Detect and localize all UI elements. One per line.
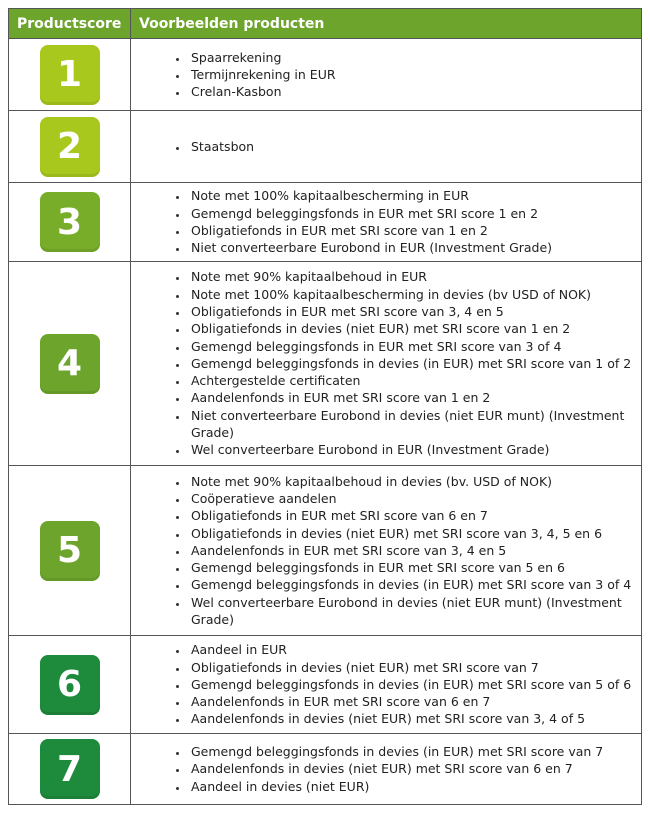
product-list xyxy=(131,49,635,101)
score-cell xyxy=(9,39,131,111)
product-list xyxy=(131,187,635,256)
list-item: • Note met 100% kapitaalbescherming in EUR xyxy=(189,187,635,204)
list-item: • Gemengd beleggingsfonds in devies (in EUR) met SRI score van 5 of 6 xyxy=(189,676,635,693)
product-list xyxy=(131,641,635,727)
score-cell xyxy=(9,636,131,734)
list-item: • Gemengd beleggingsfonds in devies (in EUR) met SRI score van 1 of 2 xyxy=(189,355,635,372)
score-badge: 7 xyxy=(40,739,100,799)
examples-cell xyxy=(131,636,642,734)
product-list xyxy=(131,268,635,458)
list-item: • Obligatiefonds in devies (niet EUR) met SRI score van 7 xyxy=(189,659,635,676)
score-cell xyxy=(9,183,131,262)
table-row xyxy=(9,636,642,734)
score-cell xyxy=(9,262,131,466)
score-badge: 4 xyxy=(40,334,100,394)
list-item: • Obligatiefonds in EUR met SRI score van 1 en 2 xyxy=(189,222,635,239)
examples-cell xyxy=(131,262,642,466)
list-item: • Gemengd beleggingsfonds in EUR met SRI score 1 en 2 xyxy=(189,205,635,222)
header-voorbeelden-producten: Voorbeelden producten xyxy=(131,9,642,39)
list-item: • Aandeel in devies (niet EUR) xyxy=(189,778,635,795)
examples-cell xyxy=(131,734,642,805)
list-item: • Aandeel in EUR xyxy=(189,641,635,658)
header-productscore: Productscore xyxy=(9,9,131,39)
product-list xyxy=(131,138,635,155)
examples-cell xyxy=(131,39,642,111)
list-item: • Note met 90% kapitaalbehoud in EUR xyxy=(189,268,635,285)
list-item: • Note met 90% kapitaalbehoud in devies (bv. USD of NOK) xyxy=(189,473,635,490)
list-item: • Niet converteerbare Eurobond in EUR (Investment Grade) xyxy=(189,239,635,256)
list-item: • Achtergestelde certificaten xyxy=(189,372,635,389)
table-row xyxy=(9,183,642,262)
list-item: • Obligatiefonds in EUR met SRI score van 3, 4 en 5 xyxy=(189,303,635,320)
score-cell xyxy=(9,466,131,636)
table-row xyxy=(9,262,642,466)
list-item: • Aandelenfonds in EUR met SRI score van 6 en 7 xyxy=(189,693,635,710)
list-item: • Obligatiefonds in devies (niet EUR) met SRI score van 1 en 2 xyxy=(189,320,635,337)
list-item: • Obligatiefonds in devies (niet EUR) met SRI score van 3, 4, 5 en 6 xyxy=(189,525,635,542)
list-item: • Spaarrekening xyxy=(189,49,635,66)
score-badge: 1 xyxy=(40,45,100,105)
list-item: • Obligatiefonds in EUR met SRI score van 6 en 7 xyxy=(189,507,635,524)
list-item: • Staatsbon xyxy=(189,138,635,155)
score-badge: 2 xyxy=(40,117,100,177)
list-item: • Gemengd beleggingsfonds in devies (in EUR) met SRI score van 3 of 4 xyxy=(189,576,635,593)
product-list xyxy=(131,473,635,629)
list-item: • Note met 100% kapitaalbescherming in devies (bv USD of NOK) xyxy=(189,286,635,303)
list-item: • Gemengd beleggingsfonds in EUR met SRI score van 3 of 4 xyxy=(189,338,635,355)
product-score-table-container xyxy=(8,8,641,805)
list-item: • Aandelenfonds in EUR met SRI score van 1 en 2 xyxy=(189,389,635,406)
list-item: • Gemengd beleggingsfonds in EUR met SRI score van 5 en 6 xyxy=(189,559,635,576)
examples-cell xyxy=(131,466,642,636)
list-item: • Aandelenfonds in devies (niet EUR) met SRI score van 3, 4 of 5 xyxy=(189,710,635,727)
score-badge: 6 xyxy=(40,655,100,715)
score-cell xyxy=(9,111,131,183)
list-item: • Aandelenfonds in devies (niet EUR) met SRI score van 6 en 7 xyxy=(189,760,635,777)
table-row xyxy=(9,39,642,111)
header-row xyxy=(9,9,642,39)
list-item: • Wel converteerbare Eurobond in devies (niet EUR munt) (Investment Grade) xyxy=(189,594,635,629)
list-item: • Niet converteerbare Eurobond in devies (niet EUR munt) (Investment Grade) xyxy=(189,407,635,442)
table-row xyxy=(9,734,642,805)
table-row xyxy=(9,111,642,183)
examples-cell xyxy=(131,111,642,183)
list-item: • Gemengd beleggingsfonds in devies (in EUR) met SRI score van 7 xyxy=(189,743,635,760)
product-list xyxy=(131,743,635,795)
table-row xyxy=(9,466,642,636)
list-item: • Aandelenfonds in EUR met SRI score van 3, 4 en 5 xyxy=(189,542,635,559)
list-item: • Wel converteerbare Eurobond in EUR (Investment Grade) xyxy=(189,441,635,458)
list-item: • Coöperatieve aandelen xyxy=(189,490,635,507)
list-item: • Termijnrekening in EUR xyxy=(189,66,635,83)
score-cell xyxy=(9,734,131,805)
product-score-table xyxy=(8,8,642,805)
list-item: • Crelan-Kasbon xyxy=(189,83,635,100)
examples-cell xyxy=(131,183,642,262)
score-badge: 5 xyxy=(40,521,100,581)
score-badge: 3 xyxy=(40,192,100,252)
